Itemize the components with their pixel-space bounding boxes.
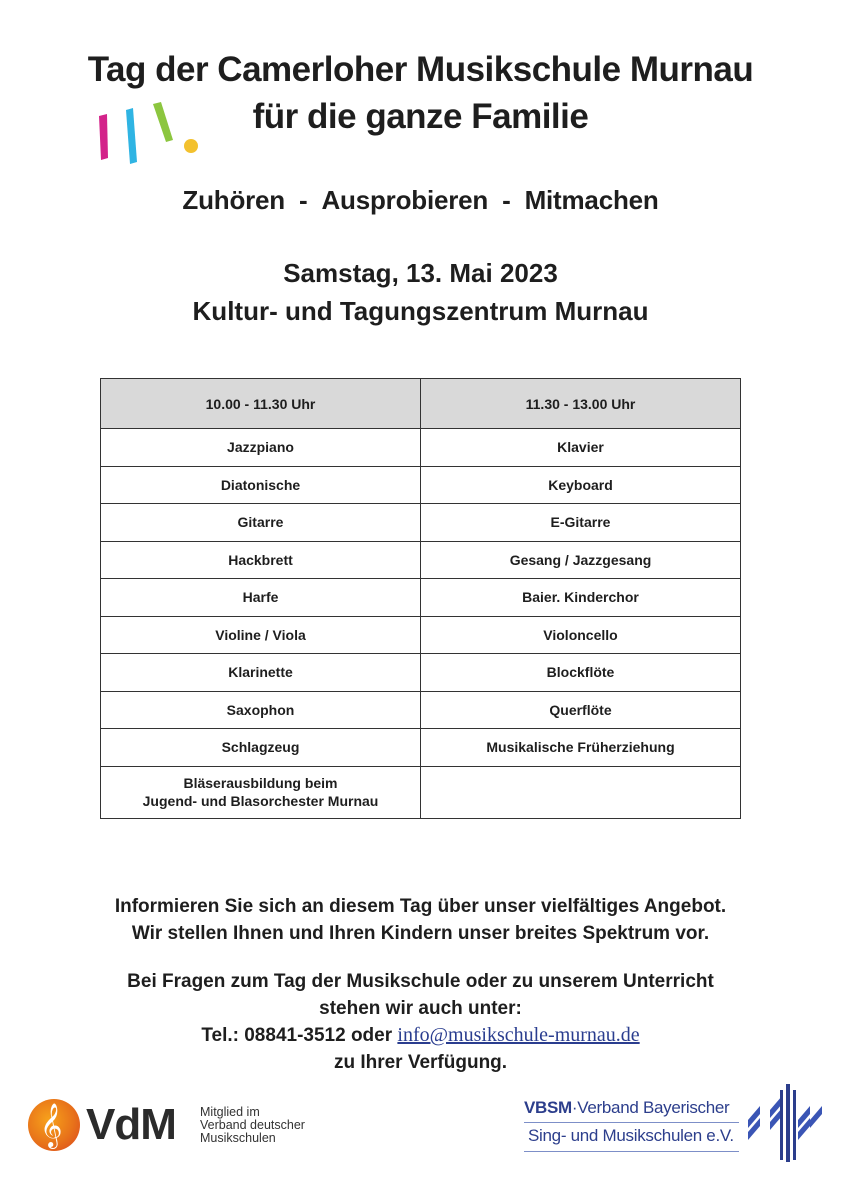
vbsm-name: ·Verband Bayerischer (571, 1098, 730, 1117)
empty-cell (421, 766, 741, 818)
table-row (101, 616, 741, 654)
vdm-subtitle-line: Verband deutscher (200, 1118, 305, 1132)
vbsm-line1 (524, 1098, 729, 1118)
instrument-cell: Diatonische (101, 466, 421, 504)
contact-paragraph (0, 968, 841, 1076)
info-line: Informieren Sie sich an diesem Tag über unser vielfältiges Angebot. (114, 896, 727, 917)
tagline-item: Ausprobieren (321, 185, 489, 215)
tagline (0, 185, 841, 216)
table-row (101, 466, 741, 504)
table-row (101, 691, 741, 729)
instrument-cell: Baier. Kinderchor (421, 579, 741, 617)
page-subtitle: für die ganze Familie (252, 97, 589, 136)
instrument-cell: Gesang / Jazzgesang (421, 541, 741, 579)
vbsm-abbr: VBSM (524, 1098, 572, 1117)
instrument-cell: Violine / Viola (101, 616, 421, 654)
vbsm-logo (524, 1098, 824, 1160)
tagline-item: Mitmachen (524, 185, 659, 215)
instrument-cell: Querflöte (421, 691, 741, 729)
page-title: Tag der Camerloher Musikschule Murnau (87, 50, 754, 89)
tagline-separator: - (502, 185, 511, 215)
vbsm-divider (524, 1151, 739, 1152)
treble-clef-icon: 𝄞 (40, 1103, 63, 1147)
contact-line: stehen wir auch unter: (319, 998, 522, 1019)
table-row (101, 729, 741, 767)
table-row (101, 429, 741, 467)
vdm-subtitle-line: Mitglied im (200, 1105, 260, 1119)
table-row (101, 654, 741, 692)
instrument-cell: Gitarre (101, 504, 421, 542)
vdm-logo (28, 1097, 318, 1153)
table-row (101, 579, 741, 617)
email-link[interactable]: info@musikschule-murnau.de (397, 1024, 640, 1046)
instrument-cell: Harfe (101, 579, 421, 617)
instrument-cell: Klarinette (101, 654, 421, 692)
contact-line: zu Ihrer Verfügung. (333, 1052, 508, 1073)
instrument-cell: Musikalische Früherziehung (421, 729, 741, 767)
instrument-cell-line: Bläserausbildung beim (183, 775, 338, 791)
contact-line (0, 1022, 841, 1049)
table-row (101, 541, 741, 579)
vdm-subtitle-line: Musikschulen (200, 1131, 276, 1145)
schedule-table (100, 378, 741, 819)
time-slot-header: 11.30 - 13.00 Uhr (421, 379, 741, 429)
organ-pipes-icon (746, 1080, 826, 1164)
vbsm-line2: Sing- und Musikschulen e.V. (528, 1126, 734, 1145)
instrument-cell-line: Jugend- und Blasorchester Murnau (142, 793, 379, 809)
vbsm-divider (524, 1122, 739, 1123)
info-line: Wir stellen Ihnen und Ihren Kindern unser breites Spektrum vor. (131, 923, 710, 944)
instrument-cell: Blockflöte (421, 654, 741, 692)
phone-text: Tel.: 08841-3512 oder (201, 1025, 393, 1046)
instrument-cell: Schlagzeug (101, 729, 421, 767)
info-paragraph (0, 893, 841, 947)
vdm-subtitle (200, 1106, 305, 1145)
contact-line: Bei Fragen zum Tag der Musikschule oder zu unserem Unterricht (127, 971, 714, 992)
time-slot-header: 10.00 - 11.30 Uhr (101, 379, 421, 429)
table-row (101, 504, 741, 542)
instrument-cell: Hackbrett (101, 541, 421, 579)
instrument-cell: Saxophon (101, 691, 421, 729)
schedule-header-row (101, 379, 741, 429)
instrument-cell: Violoncello (421, 616, 741, 654)
tagline-separator: - (299, 185, 308, 215)
instrument-cell: Klavier (421, 429, 741, 467)
event-date: Samstag, 13. Mai 2023 (283, 258, 558, 288)
table-row (101, 766, 741, 818)
tagline-item: Zuhören (182, 185, 285, 215)
instrument-cell: Keyboard (421, 466, 741, 504)
instrument-cell (101, 766, 421, 818)
logo-mark-yellow-dot (184, 139, 198, 153)
instrument-cell: E-Gitarre (421, 504, 741, 542)
event-venue: Kultur- und Tagungszentrum Murnau (192, 296, 649, 326)
instrument-cell: Jazzpiano (101, 429, 421, 467)
vdm-wordmark: VdM (86, 1100, 176, 1149)
